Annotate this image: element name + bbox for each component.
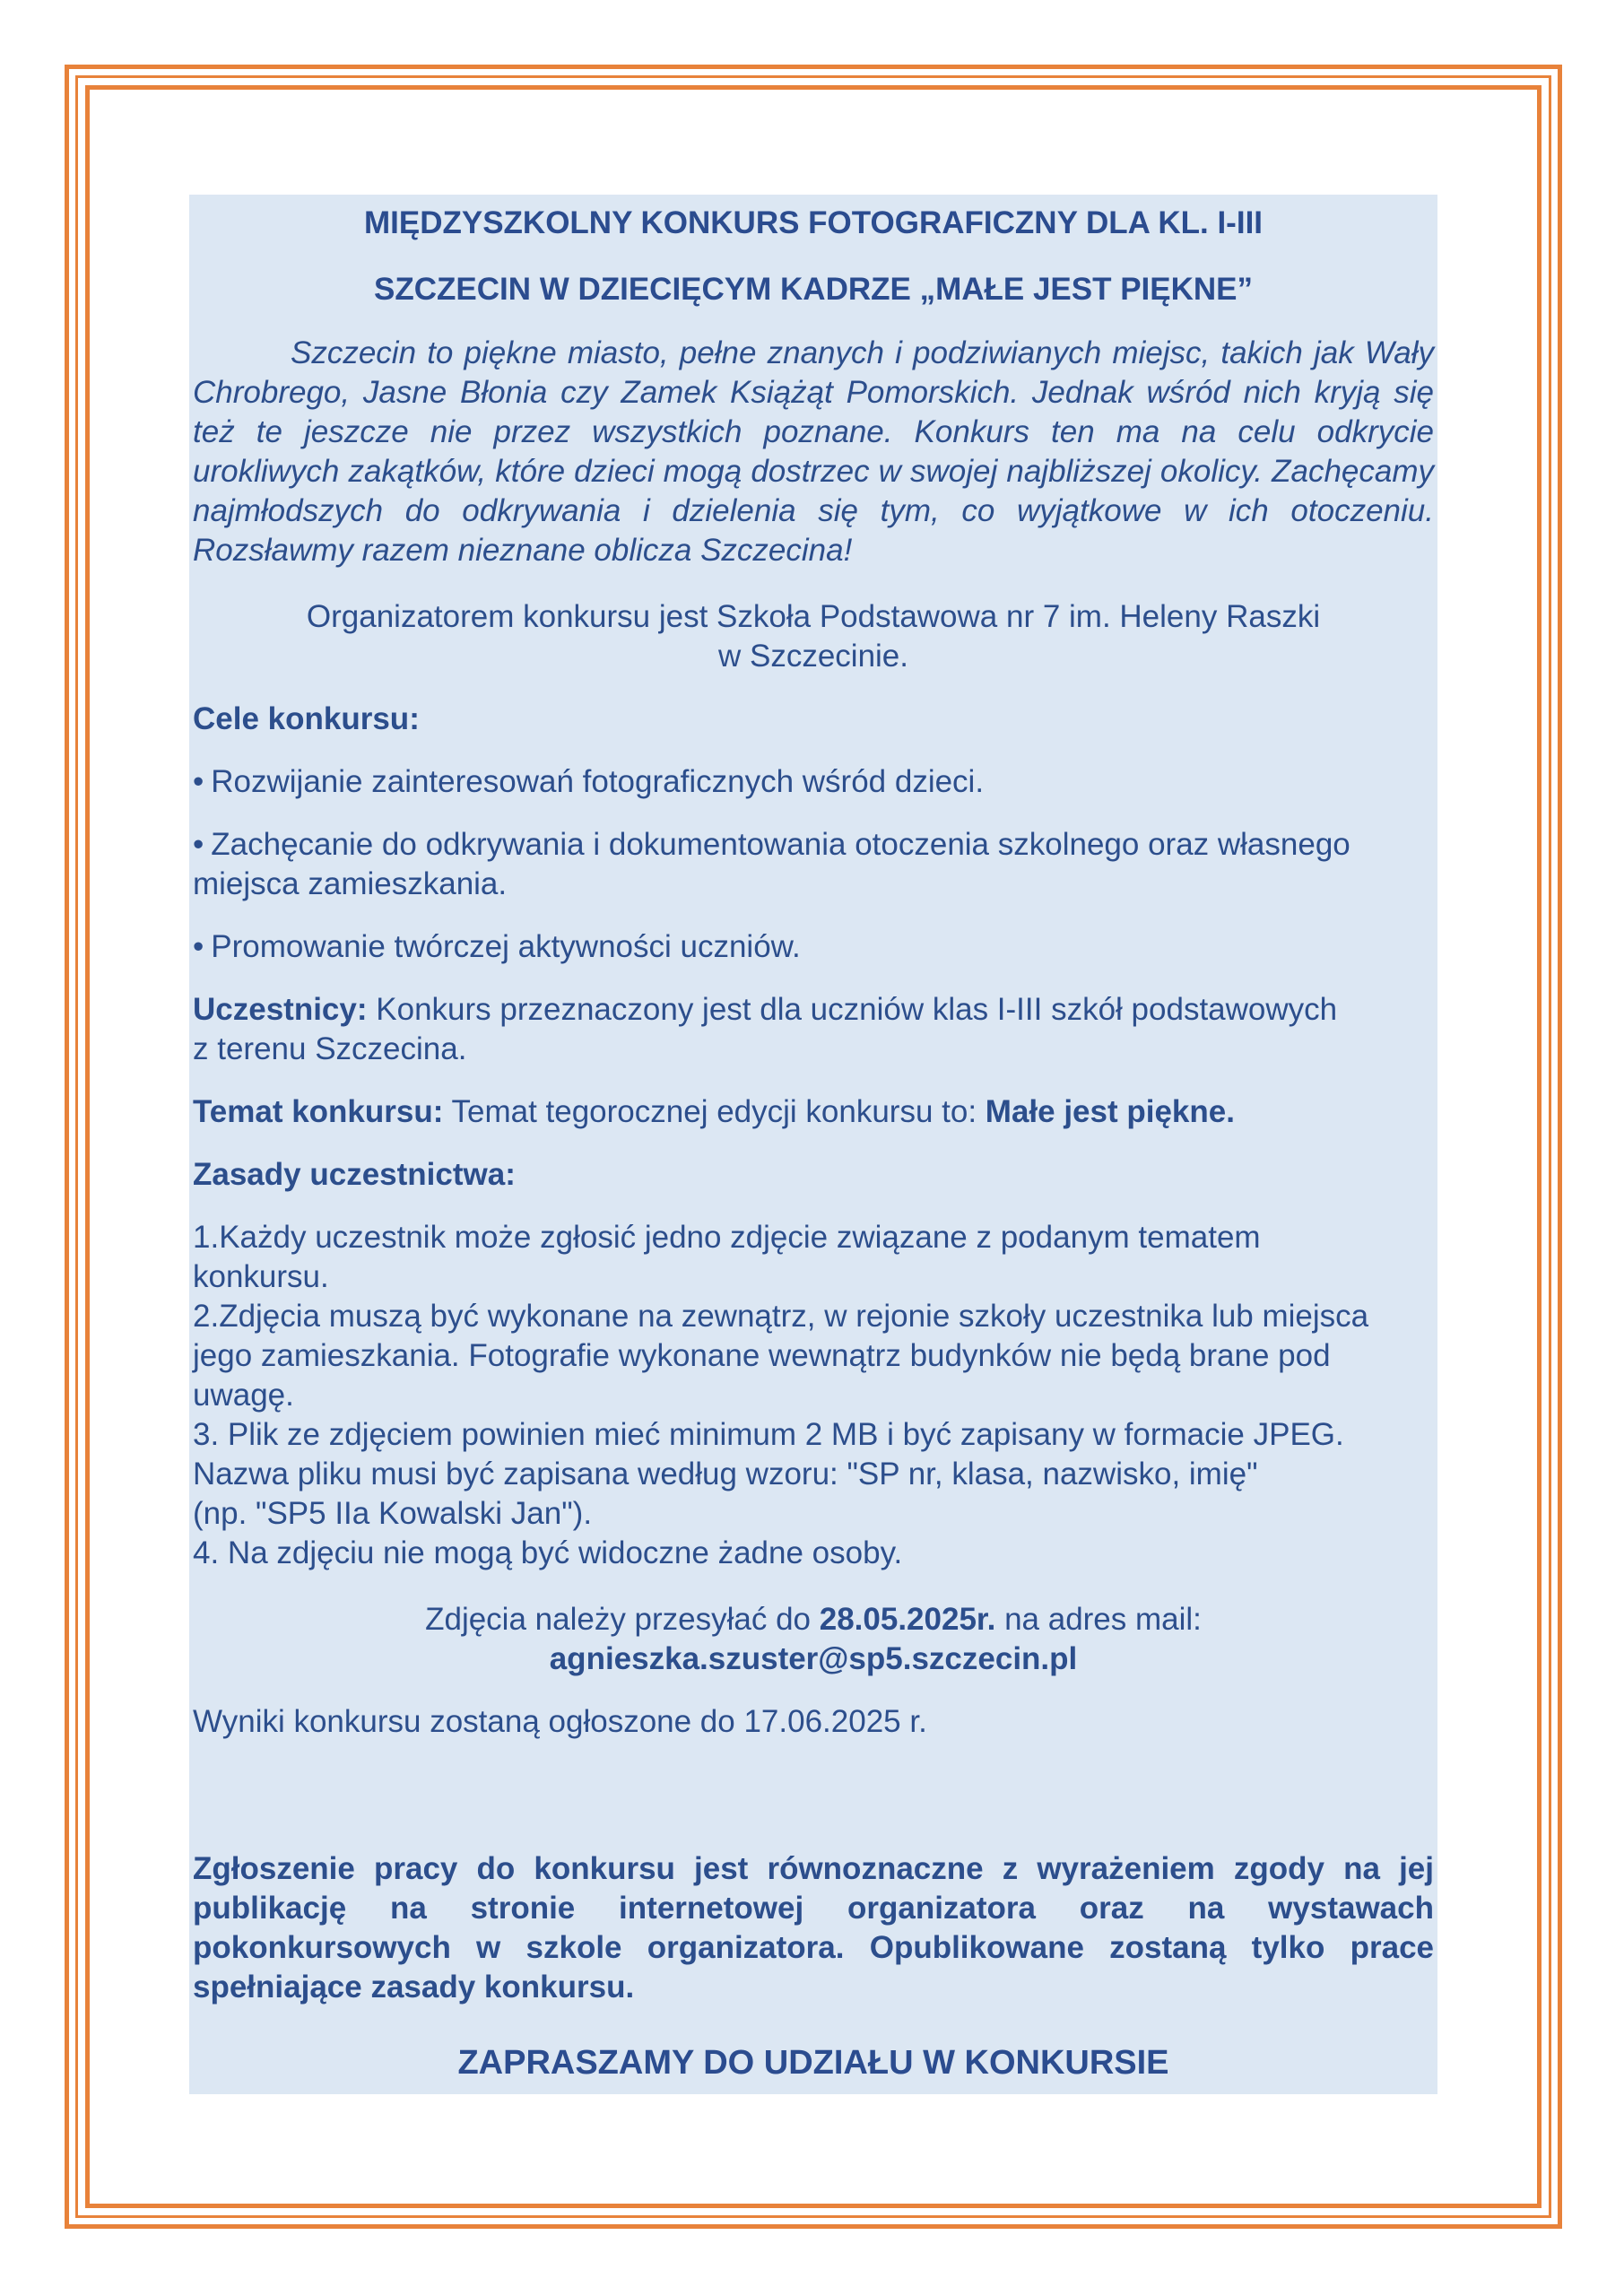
organizer-line-1: Organizatorem konkursu jest Szkoła Podstawowa nr 7 im. Heleny Raszki (306, 599, 1321, 634)
content-panel (189, 195, 1437, 2094)
theme-value: Małe jest piękne. (985, 1094, 1235, 1129)
intro-paragraph: Szczecin to piękne miasto, pełne znanych i podziwianych miejsc, takich jak Wały Chrobrego, Jasne Błonia czy Zamek Książąt Pomorskich. Jednak wśród nich kryją się też te jeszcze nie przez wszystkich poznane. Konkurs ten ma na celu odkrycie urokliwych zakątków, które dzieci mogą dostrzec w swojej najbliższej okolicy. Zachęcamy najmłodszych do odkrywania i dzielenia się tym, co wyjątkowe w ich otoczeniu. Rozsławmy razem nieznane oblicza Szczecina! (193, 335, 1434, 568)
participants-line-2: z terenu Szczecina. (193, 1031, 467, 1066)
content-flow (193, 334, 1434, 1742)
rule-line: jego zamieszkania. Fotografie wykonane wewnątrz budynków nie będą brane pod (193, 1338, 1331, 1373)
bullet-icon: • (193, 764, 204, 799)
rule-line: Nazwa pliku musi być zapisana według wzoru: "SP nr, klasa, nazwisko, imię" (193, 1457, 1258, 1492)
goal-item: • Zachęcanie do odkrywania i dokumentowania otoczenia szkolnego oraz własnego miejsca zamieszkania. (193, 827, 1350, 901)
rules-list (193, 1218, 1434, 1573)
rule-line: 2.Zdjęcia muszą być wykonane na zewnątrz, w rejonie szkoły uczestnika lub miejsca (193, 1299, 1369, 1334)
organizer-line-2: w Szczecinie. (717, 639, 909, 674)
title-line-2: SZCZECIN W DZIECIĘCYM KADRZE „MAŁE JEST PIĘKNE” (373, 272, 1254, 307)
rule-line: (np. "SP5 IIa Kowalski Jan"). (193, 1496, 593, 1531)
theme-line: Temat konkursu: Temat tegorocznej edycji konkursu to: Małe jest piękne. (193, 1094, 1235, 1129)
rule-line: 4. Na zdjęciu nie mogą być widoczne żadne osoby. (193, 1535, 903, 1570)
contact-email[interactable]: agnieszka.szuster@sp5.szczecin.pl (549, 1641, 1078, 1676)
invite-banner: ZAPRASZAMY DO UDZIAŁU W KONKURSIE (457, 2044, 1169, 2082)
rule-line: konkursu. (193, 1259, 329, 1294)
goals-heading: Cele konkursu: (193, 701, 420, 736)
results-line: Wyniki konkursu zostaną ogłoszone do 17.06.2025 r. (193, 1704, 927, 1739)
deadline-date: 28.05.2025r. (819, 1602, 996, 1637)
bullet-icon: • (193, 827, 204, 862)
submission-line: Zdjęcia należy przesyłać do 28.05.2025r. na adres mail: (425, 1602, 1202, 1637)
bullet-icon: • (193, 929, 204, 964)
rules-heading: Zasady uczestnictwa: (193, 1157, 516, 1192)
goal-item: • Promowanie twórczej aktywności uczniów. (193, 927, 1434, 967)
rule-line: uwagę. (193, 1378, 294, 1413)
goal-item: • Rozwijanie zainteresowań fotograficznych wśród dzieci. (193, 762, 1434, 802)
participants-label: Uczestnicy: (193, 992, 368, 1027)
rule-line: 1.Każdy uczestnik może zgłosić jedno zdjęcie związane z podanym tematem (193, 1220, 1261, 1255)
rule-line: 3. Plik ze zdjęciem powinien mieć minimum 2 MB i być zapisany w formacie JPEG. (193, 1417, 1344, 1452)
theme-label: Temat konkursu: (193, 1094, 444, 1129)
participants-line-1: Uczestnicy: Konkurs przeznaczony jest dla uczniów klas I-III szkół podstawowych (193, 992, 1338, 1027)
title-line-1: MIĘDZYSZKOLNY KONKURS FOTOGRAFICZNY DLA KL. I-III (363, 205, 1264, 240)
consent-paragraph: Zgłoszenie pracy do konkursu jest równoznaczne z wyrażeniem zgody na jej publikację na stronie internetowej organizatora oraz na wystawach pokonkursowych w szkole organizatora. Opublikowane zostaną tylko prace spełniające zasady konkursu. (193, 1851, 1434, 2005)
